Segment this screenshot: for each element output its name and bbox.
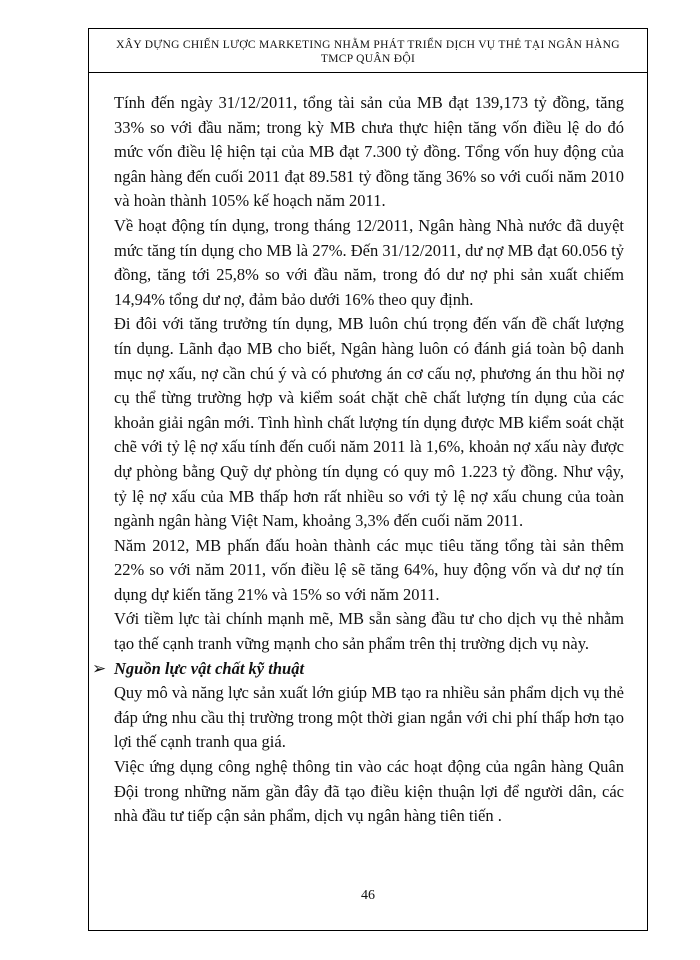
paragraph-financial-strength: Với tiềm lực tài chính mạnh mẽ, MB sẵn sàng đầu tư cho dịch vụ thẻ nhằm tạo thế cạnh tranh vững mạnh cho sản phẩm trên thị trường dịch vụ này. [114,609,624,654]
paragraph-production-scale: Quy mô và năng lực sản xuất lớn giúp MB tạo ra nhiều sản phẩm dịch vụ thẻ đáp ứng nhu cầu thị trường trong một thời gian ngắn với chi phí thấp hơn tạo lợi thế cạnh tranh qua giá. [114,683,624,752]
paragraph-credit-quality: Đi đôi với tăng trưởng tín dụng, MB luôn chú trọng đến vấn đề chất lượng tín dụng. Lãnh đạo MB cho biết, Ngân hàng luôn có đánh giá toàn bộ danh mục nợ xấu, nợ cần chú ý và có phương án cơ cấu nợ, phương án thu hồi nợ cụ thể từng trường hợp và kiểm soát chặt chẽ chất lượng tín dụng của các khoản giải ngân mới. Tình hình chất lượng tín dụng được MB kiểm soát chặt chẽ với tỷ lệ nợ xấu tính đến cuối năm 2011 là 1,6%, khoản nợ xấu này được dự phòng bằng Quỹ dự phòng tín dụng có quy mô 1.223 tỷ đồng. Như vậy, tỷ lệ nợ xấu của MB thấp hơn rất nhiều so với tỷ lệ nợ xấu chung của toàn ngành ngân hàng Việt Nam, khoảng 3,3% đến cuối năm 2011. [114,314,624,531]
header-line-1: XÂY DỰNG CHIẾN LƯỢC MARKETING NHẰM PHÁT TRIỂN DỊCH VỤ THẺ TẠI NGÂN HÀNG [116,39,620,51]
paragraph-2012-targets: Năm 2012, MB phấn đấu hoàn thành các mục tiêu tăng tổng tài sản thêm 22% so với năm 2011, vốn điều lệ sẽ tăng 64%, huy động vốn và dư nợ tín dụng dự kiến tăng 21% và 15% so với năm 2011. [114,535,624,604]
header-line-2: TMCP QUÂN ĐỘI [320,53,416,65]
running-header [88,38,648,66]
section-heading-text: Nguồn lực vật chất kỹ thuật [114,658,305,678]
document-body [92,91,624,829]
page-number: 46 [361,888,375,903]
paragraph-total-assets: Tính đến ngày 31/12/2011, tổng tài sản của MB đạt 139,173 tỷ đồng, tăng 33% so với đầu năm; trong kỳ MB chưa thực hiện tăng vốn điều lệ do đó mức vốn điều lệ hiện tại của MB đạt 7.300 tỷ đồng. Tổng vốn huy động của ngân hàng đến cuối 2011 đạt 89.581 tỷ đồng tăng 36% so với cuối năm 2010 và hoàn thành 105% kế hoạch năm 2011. [114,93,624,211]
section-heading [92,657,624,682]
arrow-bullet-icon: ➢ [92,658,107,678]
paragraph-it-application: Việc ứng dụng công nghệ thông tin vào các hoạt động của ngân hàng Quân Đội trong những năm gần đây đã tạo điều kiện thuận lợi để người dân, các nhà đầu tư tiếp cận sản phẩm, dịch vụ ngân hàng tiên tiến . [114,757,624,826]
paragraph-credit-activity: Về hoạt động tín dụng, trong tháng 12/2011, Ngân hàng Nhà nước đã duyệt mức tăng tín dụng cho MB là 27%. Đến 31/12/2011, dư nợ MB đạt 60.056 tỷ đồng, tăng tới 25,8% so với đầu năm, trong đó dư nợ phi sản xuất chiếm 14,94% tổng dư nợ, đảm bảo dưới 16% theo quy định. [114,215,624,309]
header-divider [88,72,648,73]
